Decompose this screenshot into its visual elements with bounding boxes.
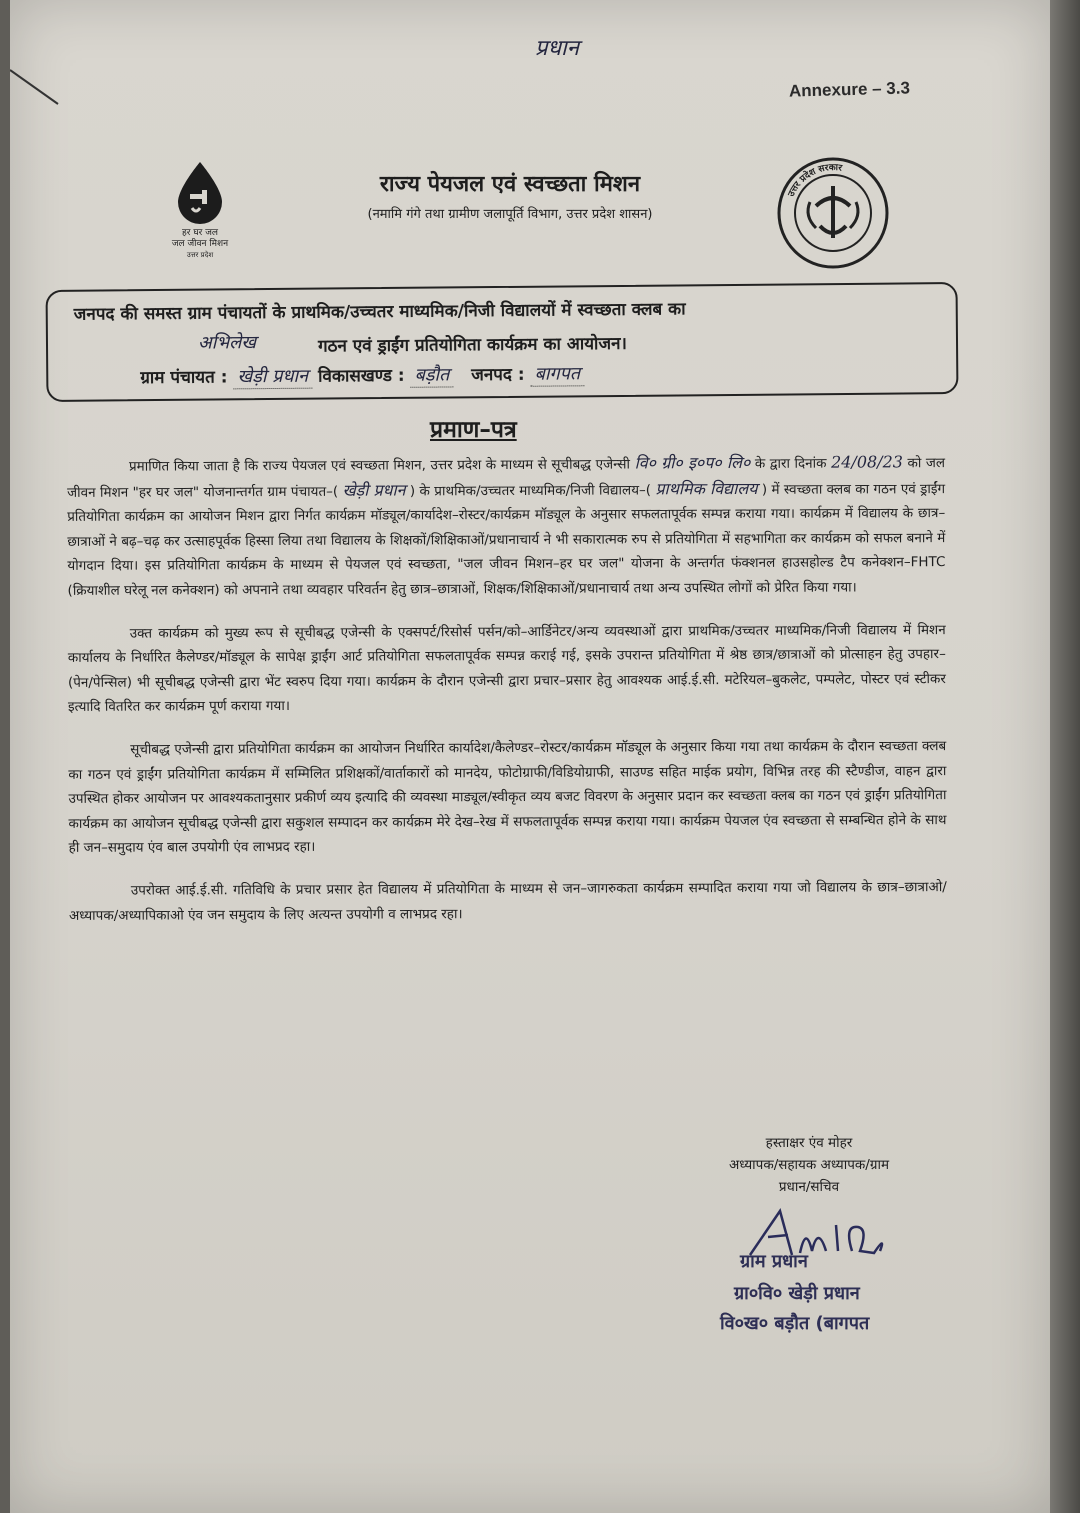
certificate-title: प्रमाण–पत्र <box>430 417 517 443</box>
header-title-block <box>260 168 760 222</box>
seal-text: उत्तर प्रदेश सरकार <box>786 162 843 199</box>
signature-label-3: प्रधान/सचिव <box>778 1179 840 1195</box>
para1-text-3: को जल जीवन मिशन "हर घर जल" योजनान्तर्गत ग्राम पंचायत–( <box>67 455 946 501</box>
gram-panchayat-value: खेड़ी प्रधान <box>233 364 312 390</box>
janpad-value: बागपत <box>530 361 584 386</box>
logo-text-3: उत्तर प्रदेश <box>186 251 214 259</box>
vikaskhand-value: बड़ौत <box>410 362 453 387</box>
mission-subtitle: (नमामि गंगे तथा ग्रामीण जलापूर्ति विभाग, उत्तर प्रदेश शासन) <box>367 207 653 222</box>
mission-title: राज्य पेयजल एवं स्वच्छता मिशन <box>379 172 641 197</box>
signature-stamp <box>700 1205 1000 1345</box>
document-page <box>10 0 1050 1513</box>
signature-label <box>694 1132 924 1198</box>
paragraph-3: सूचीबद्ध एजेन्सी द्वारा प्रतियोगिता कार्यक्रम का आयोजन निर्धारित कार्यादेश/कैलेण्डर–रोस्टर/कार्यक्रम मॉड्यूल के अनुसार किया गया तथा कार्यक्रम के दौरान स्वच्छता क्लब का गठन एवं ड्राईंग प्रतियोगिता कार्यक्रम में सम्मिलित प्रशिक्षकों/वार्ताकारों को मानदेय, फोटोग्राफी/विडियोग्राफी, साउण्ड सहित माईक प्रयोग, विभिन्न तरह की स्टैण्डीज, वाहन द्वारा उपस्थित होकर आयोजन पर आवश्यकतानुसार प्रकीर्ण व्यय इत्यादि की व्यवस्था माड्यूल/स्वीकृत व्यय बजट विवरण के अनुसार प्रदान कर स्वच्छता क्लब का गठन एवं ड्राईंग प्रतियोगिता कार्यक्रम का आयोजन सूचीबद्ध एजेन्सी द्वारा सकुशल सम्पादन कर कार्यक्रम मेरे देख–रेख में सफलतापूर्वक सम्पन्न कराया गया। कार्यक्रम पेयजल एंव स्वच्छता से सम्बन्धित होने के साथ ही जन–समुदाय एंव बाल उपयोगी एंव लाभप्रद रहा। <box>68 738 947 857</box>
page-edge-shadow <box>1050 0 1080 1513</box>
stamp-line-3: वि०ख० बड़ौत (बागपत <box>720 1313 870 1334</box>
program-line-1: जनपद की समस्त ग्राम पंचायतों के प्राथमिक/उच्चतर माध्यमिक/निजी विद्यालयों में स्वच्छता क्लब का <box>73 299 686 325</box>
annexure-label: Annexure – 3.3 <box>788 78 911 101</box>
para1-text-2: के द्वारा दिनांक <box>754 455 827 472</box>
para1-text-1: प्रमाणित किया जाता है कि राज्य पेयजल एवं स्वच्छता मिशन, उत्तर प्रदेश के माध्यम से सूचीबद्ध एजेन्सी <box>128 456 631 475</box>
logo-text-2: जल जीवन मिशन <box>171 239 229 249</box>
logo-text-1: हर घर जल <box>182 228 218 238</box>
up-government-seal-icon <box>776 156 890 270</box>
stamp-line-1: ग्राम प्रधान <box>740 1251 808 1272</box>
agency-name: वि० ग्री० इ०प० लि० <box>634 452 751 473</box>
location-line <box>140 361 584 390</box>
paragraph-4: उपरोक्त आई.ई.सी. गतिविधि के प्रचार प्रसार हेत विद्यालय में प्रतियोगिता के माध्यम से जन–जागरुकता कार्यक्रम सम्पादित कराया गया जो विद्यालय के छात्र–छात्राओ/अध्यापक/अध्यापिकाओ एंव जन समुदाय के लिए अत्यन्त उपयोगी व लाभप्रद रहा। <box>68 878 947 924</box>
signature-label-2: अध्यापक/सहायक अध्यापक/ग्राम <box>728 1157 890 1173</box>
para1-text-4: ) के प्राथमिक/उच्चतर माध्यमिक/निजी विद्यालय–( <box>409 481 652 500</box>
gram-panchayat-label: ग्राम पंचायत : <box>140 367 228 389</box>
water-drop-icon <box>170 160 230 224</box>
program-header-box <box>46 282 959 402</box>
janpad-label: जनपद : <box>471 364 525 386</box>
paragraph-2: उक्त कार्यक्रम को मुख्य रूप से सूचीबद्ध एजेन्सी के एक्सपर्ट/रिसोर्स पर्सन/को–आर्डिनेटर/अन्य व्यवस्थाओं द्वारा प्राथमिक/उच्चतर माध्यमिक/निजी विद्यालय में मिशन कार्यालय के निर्धारित कैलेण्डर/मॉड्यूल के सापेक्ष ड्राईंग आर्ट प्रतियोगिता सफलतापूर्वक सम्पन्न कराई गई, इसके उपरान्त प्रतियोगिता में श्रेष्ठ छात्र/छात्राओं को प्रोत्साहन हेतु उपहार–(पेन/पेन्सिल) भी सूचीबद्ध एजेन्सी द्वारा भेंट स्वरुप दिया गया। कार्यक्रम के दौरान एजेन्सी द्वारा प्रचार–प्रसार हेतु आवश्यक आई.ई.सी. मटेरियल–बुकलेट, पम्पलेट, पोस्टर एवं स्टीकर इत्यादि वितरित कर कार्यक्रम पूर्ण कराया गया। <box>67 621 946 716</box>
folded-corner-shadow <box>10 0 70 110</box>
paragraph-1 <box>67 450 946 603</box>
handwritten-prefix: अभिलेख <box>197 332 257 354</box>
vikaskhand-label: विकासखण्ड : <box>317 365 405 387</box>
certificate-body <box>67 450 947 946</box>
handwritten-top-note: प्रधान <box>535 36 579 61</box>
panchayat-name: खेड़ी प्रधान <box>342 480 406 500</box>
school-name: प्राथमिक विद्यालय <box>655 478 758 498</box>
stamp-line-2: ग्रा०वि० खेड़ी प्रधान <box>734 1283 860 1304</box>
program-date: 24/08/23 <box>831 452 903 472</box>
signature-label-1: हस्ताक्षर एंव मोहर <box>765 1135 853 1151</box>
para1-text-5: ) में स्वच्छता क्लब का गठन एवं ड्राईंग प्रतियोगिता कार्यक्रम का आयोजन मिशन द्वारा निर्गत कार्यक्रम मॉड्यूल/कार्यादेश–रोस्टर/कार्यक्रम मॉड्यूल के अनुसार सफलतापूर्वक सम्पन्न कराया गया। कार्यक्रम में विद्यालय के छात्र–छात्राओं ने बढ़–चढ़ कर उत्साहपूर्वक हिस्सा लिया तथा विद्यालय के शिक्षकों/शिक्षिकाओं/प्रधानाचार्य ने भी सकारात्मक रुप से प्रतियोगिता में सहभागिता कर कार्यक्रम को सफल बनाने में योगदान दिया। इस प्रतियोगिता कार्यक्रम के माध्यम से पेयजल एवं स्वच्छता, "जल जीवन मिशन–हर घर जल" योजना के अन्तर्गत फंक्शनल हाउसहोल्ड टैप कनेक्शन–FHTC (क्रियाशील घरेलू नल कनेक्शन) को अपनाने तथा व्यवहार परिवर्तन हेतु छात्र–छात्राओं, शिक्षक/शिक्षिकाओं/प्रधानाचार्य तथा अन्य उपस्थित लोगों को प्रेरित किया गया। <box>67 480 946 599</box>
jal-jeevan-mission-logo <box>160 160 240 261</box>
program-line-2: गठन एवं ड्राईंग प्रतियोगिता कार्यक्रम का आयोजन। <box>317 333 627 357</box>
